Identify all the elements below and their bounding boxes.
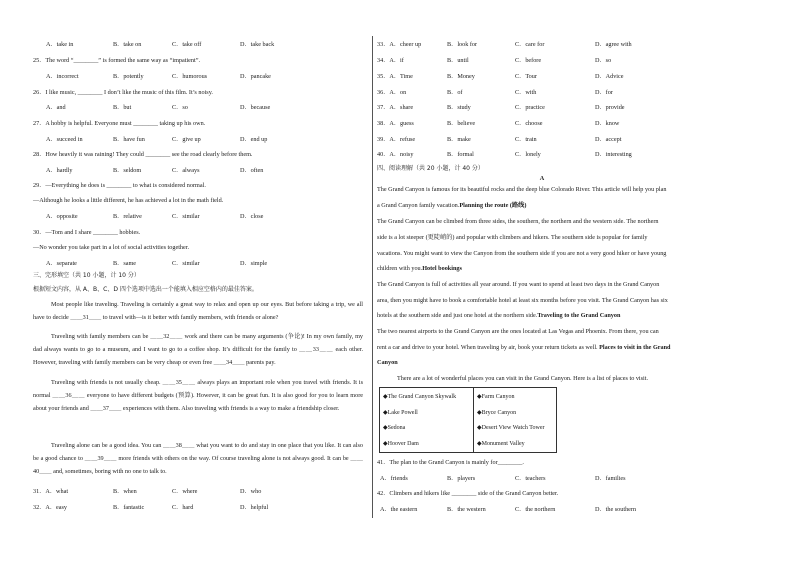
passage-text: rent a car and drive to your hotel. When traveling by air, book your return tickets as well.: [377, 344, 598, 351]
q31-options: [33, 489, 363, 498]
option-d[interactable]: D．for: [595, 89, 613, 96]
option-d[interactable]: D．close: [240, 213, 264, 220]
q27-options: [33, 137, 363, 146]
option-b[interactable]: B．but: [113, 104, 132, 111]
q27-stem: 27．A hobby is helpful. Everyone must ________ taking up his own.: [33, 120, 206, 127]
subheading-hotel: Hotel bookings: [422, 265, 462, 272]
option-c[interactable]: C．lonely: [515, 151, 541, 158]
option-c[interactable]: C．hard: [172, 504, 194, 511]
option-c[interactable]: C．Tour: [515, 73, 537, 80]
place-item: ◆Monument Valley: [477, 441, 525, 447]
option-d[interactable]: D．helpful: [240, 504, 269, 511]
option-a[interactable]: 37．A．share: [377, 104, 414, 111]
passage-text: children with you.: [377, 265, 423, 272]
option-a[interactable]: A．incorrect: [46, 73, 79, 80]
subheading-places: Places to visit in the Grand: [599, 344, 671, 351]
option-d[interactable]: D．pancake: [240, 73, 271, 80]
cloze-paragraph-4: Traveling alone can be a good idea. You can ＿＿38＿＿ what you want to do and stay in one place that you like. It can also be a good chance to ＿＿39＿＿ more friends with others on the way. Of course traveling alone is not always good. It can be ＿＿40＿＿ and, sometimes, boring with no one to talk to.: [33, 442, 363, 476]
option-d[interactable]: D．who: [240, 488, 262, 495]
option-d[interactable]: D．often: [240, 167, 264, 174]
place-item: ◆Sedona: [383, 425, 406, 431]
q25-options: [33, 74, 363, 83]
passage-line: [377, 203, 526, 209]
column-divider: [372, 36, 373, 518]
option-d[interactable]: D．because: [240, 104, 271, 111]
place-item: ◆The Grand Canyon Skywalk: [383, 394, 457, 400]
place-item: ◆Bryce Canyon: [477, 410, 517, 416]
option-a[interactable]: 36．A．on: [377, 89, 407, 96]
option-c[interactable]: C．similar: [172, 260, 200, 267]
option-d[interactable]: D．simple: [240, 260, 268, 267]
q26-options: [33, 105, 363, 114]
passage-line: The Grand Canyon is full of activities all year around. If you want to spend at least two days in the Grand Canyon: [377, 281, 660, 288]
option-b[interactable]: B．have fun: [113, 136, 145, 143]
q28-options: [33, 168, 363, 177]
option-b[interactable]: B．formal: [447, 151, 474, 158]
option-a[interactable]: 39．A．refuse: [377, 136, 416, 143]
option-b[interactable]: B．of: [447, 89, 463, 96]
cloze-paragraph-1: Most people like traveling. Traveling is certainly a great way to relax and open up our eyes. But before taking a trip, we all have to decide ＿＿31＿＿ to travel with—is it better with family members, with friends or alone?: [33, 301, 363, 322]
q39-options: [377, 137, 707, 146]
option-a[interactable]: A．succeed in: [46, 136, 83, 143]
table-divider: [473, 388, 474, 452]
option-a[interactable]: 33．A．cheer up: [377, 41, 422, 48]
option-a[interactable]: A．separate: [46, 260, 77, 267]
option-c[interactable]: C．humorous: [172, 73, 208, 80]
q29-options: [33, 214, 363, 223]
option-a[interactable]: 31．A．what: [33, 488, 69, 495]
option-b[interactable]: B．take on: [113, 41, 142, 48]
subheading-places-cont: Canyon: [377, 359, 398, 366]
option-b[interactable]: B．potently: [113, 73, 144, 80]
q37-options: [377, 105, 707, 114]
option-b[interactable]: B．until: [447, 57, 469, 64]
q30-stem: 30．—Tom and I share ________ hobbies.: [33, 229, 141, 236]
option-b[interactable]: B．seldom: [113, 167, 142, 174]
place-item: ◆Desert View Watch Tower: [477, 425, 545, 431]
q35-options: [377, 74, 707, 83]
q24-options: [33, 42, 363, 51]
option-c[interactable]: C．teachers: [515, 475, 546, 482]
passage-line: There are a lot of wonderful places you can visit in the Grand Canyon. Here is a list of places to visit.: [397, 375, 649, 382]
option-c[interactable]: C．with: [515, 89, 537, 96]
passage-line: [377, 266, 462, 272]
q32-options: [33, 505, 363, 514]
option-d[interactable]: D．know: [595, 120, 620, 127]
option-d[interactable]: D．accept: [595, 136, 622, 143]
option-b[interactable]: B．relative: [113, 213, 142, 220]
option-d[interactable]: D．so: [595, 57, 612, 64]
q29-stem: 29．—Everything he does is ________ to what is considered normal.: [33, 182, 206, 189]
q42-stem: 42．Climbers and hikers like ________ side of the Grand Canyon better.: [377, 490, 559, 497]
option-d[interactable]: D．end up: [240, 136, 268, 143]
section-3-instructions: 根据短文内容，从 A、B、C、D 四个选项中选出一个能填入相应空格内的最佳答案。: [33, 286, 258, 293]
option-b[interactable]: B．Money: [447, 73, 475, 80]
q30-options: [33, 261, 363, 270]
option-a[interactable]: A．opposite: [46, 213, 78, 220]
option-a[interactable]: 34．A．if: [377, 57, 404, 64]
passage-text: a Grand Canyon family vacation.: [377, 202, 460, 209]
q33-options: [377, 42, 707, 51]
cloze-paragraph-3: Traveling with friends is not usually cheap. ＿＿35＿＿ always plays an important role when you travel with friends. It is normal ＿＿36＿＿ everyone to have different budgets (预算). However, it can be great fun. It is also good for you to learn more about your friends and ＿＿37＿＿ experiences with them. Also traveling with friends is a way to make a friendship closer.: [33, 379, 363, 413]
q40-options: [377, 152, 707, 161]
cloze-paragraph-2: Traveling with family members can be ＿＿32＿＿ work and there can be many arguments (争论)! In my own family, my dad always wants to go to a museum, and I want to go to a coffee shop. It’s difficult for the family to ＿＿33＿＿ each other. However, traveling with family members can be very cheap or even free ＿＿34＿＿ parents pay.: [33, 333, 363, 367]
q41-options: [377, 476, 707, 485]
passage-line: The two nearest airports to the Grand Canyon are the ones located at Las Vegas and Phoenix. From there, you can: [377, 328, 659, 335]
option-a[interactable]: A．friends: [380, 475, 408, 482]
option-b[interactable]: B．make: [447, 136, 471, 143]
option-a[interactable]: 40．A．noisy: [377, 151, 414, 158]
q38-options: [377, 121, 707, 130]
place-item: ◆Hoover Dam: [383, 441, 419, 447]
option-d[interactable]: D．provide: [595, 104, 625, 111]
q25-stem: 25．The word “________” is formed the same way as “impatient”.: [33, 57, 201, 64]
passage-line: [377, 345, 670, 351]
option-c[interactable]: C．practice: [515, 104, 545, 111]
option-a[interactable]: 35．A．Time: [377, 73, 413, 80]
option-b[interactable]: B．fantastic: [113, 504, 145, 511]
passage-text: hotels at the southern side and just one hotel at the northern side.: [377, 312, 538, 319]
q29-reply: —Although he looks a little different, he has achieved a lot in the math field.: [33, 197, 224, 204]
passage-label: A: [539, 175, 545, 182]
option-c[interactable]: C．choose: [515, 120, 543, 127]
subheading-traveling: Traveling to the Grand Canyon: [537, 312, 621, 319]
q42-options: [377, 507, 707, 516]
q41-stem: 41．The plan to the Grand Canyon is mainly for________.: [377, 459, 524, 466]
q36-options: [377, 90, 707, 99]
option-d[interactable]: D．take back: [240, 41, 275, 48]
option-b[interactable]: B．study: [447, 104, 471, 111]
option-c[interactable]: C．care for: [515, 41, 545, 48]
q30-reply: —No wonder you take part in a lot of social activities together.: [33, 244, 190, 251]
option-d[interactable]: D．agree with: [595, 41, 632, 48]
subheading-route: Planning the route (路线): [459, 202, 527, 209]
right-column: [377, 0, 717, 562]
option-a[interactable]: 38．A．guess: [377, 120, 414, 127]
option-c[interactable]: C．where: [172, 488, 198, 495]
option-a[interactable]: A．hardly: [46, 167, 73, 174]
option-a[interactable]: A．take in: [46, 41, 74, 48]
option-a[interactable]: A．and: [46, 104, 66, 111]
section-4-heading: 四、阅读理解（共 20 小题，计 40 分）: [377, 165, 484, 172]
passage-line: area, then you might have to book a comfortable hotel at least six months before you visit. The Grand Canyon has six: [377, 297, 668, 304]
option-b[interactable]: B．believe: [447, 120, 476, 127]
option-c[interactable]: C．give up: [172, 136, 201, 143]
option-c[interactable]: C．before: [515, 57, 542, 64]
q28-stem: 28．How heavily it was raining! They could ________ see the road clearly before them.: [33, 151, 253, 158]
option-c[interactable]: C．take off: [172, 41, 202, 48]
passage-line: The Grand Canyon is famous for its beautiful rocks and the deep blue Colorado River. This article will help you plan: [377, 186, 667, 193]
place-item: ◆Farm Canyon: [477, 394, 515, 400]
option-c[interactable]: C．similar: [172, 213, 200, 220]
option-d[interactable]: D．Advice: [595, 73, 624, 80]
option-c[interactable]: C．the northern: [515, 506, 556, 513]
option-b[interactable]: B．players: [447, 475, 476, 482]
option-b[interactable]: B．look for: [447, 41, 478, 48]
option-d[interactable]: D．interesting: [595, 151, 632, 158]
places-table: [379, 387, 557, 453]
left-column: [33, 0, 363, 562]
option-b[interactable]: B．same: [113, 260, 137, 267]
option-c[interactable]: C．always: [172, 167, 200, 174]
option-d[interactable]: D．families: [595, 475, 626, 482]
section-3-heading: 三、完形填空（共 10 小题，计 10 分）: [33, 272, 140, 279]
passage-line: vacations. You might want to view the Canyon from the southern side if you are not a very good hiker or have young: [377, 250, 667, 257]
q26-stem: 26．I like music, ________ I don’t like the music of this film. It’s noisy.: [33, 89, 213, 96]
passage-line: side is a lot steeper (更陡峭的) and popular with climbers and hikers. The southern side is popular for family: [377, 234, 648, 241]
passage-line: The Grand Canyon can be climbed from three sides, the southern, the northern and the western side. The northern: [377, 218, 659, 225]
option-a[interactable]: 32．A．easy: [33, 504, 68, 511]
passage-line: [377, 313, 620, 319]
option-c[interactable]: C．train: [515, 136, 537, 143]
option-a[interactable]: A．the eastern: [380, 506, 418, 513]
option-b[interactable]: B．when: [113, 488, 137, 495]
option-b[interactable]: B．the western: [447, 506, 486, 513]
place-item: ◆Lake Powell: [383, 410, 418, 416]
option-d[interactable]: D．the southern: [595, 506, 637, 513]
q34-options: [377, 58, 707, 67]
option-c[interactable]: C．so: [172, 104, 188, 111]
